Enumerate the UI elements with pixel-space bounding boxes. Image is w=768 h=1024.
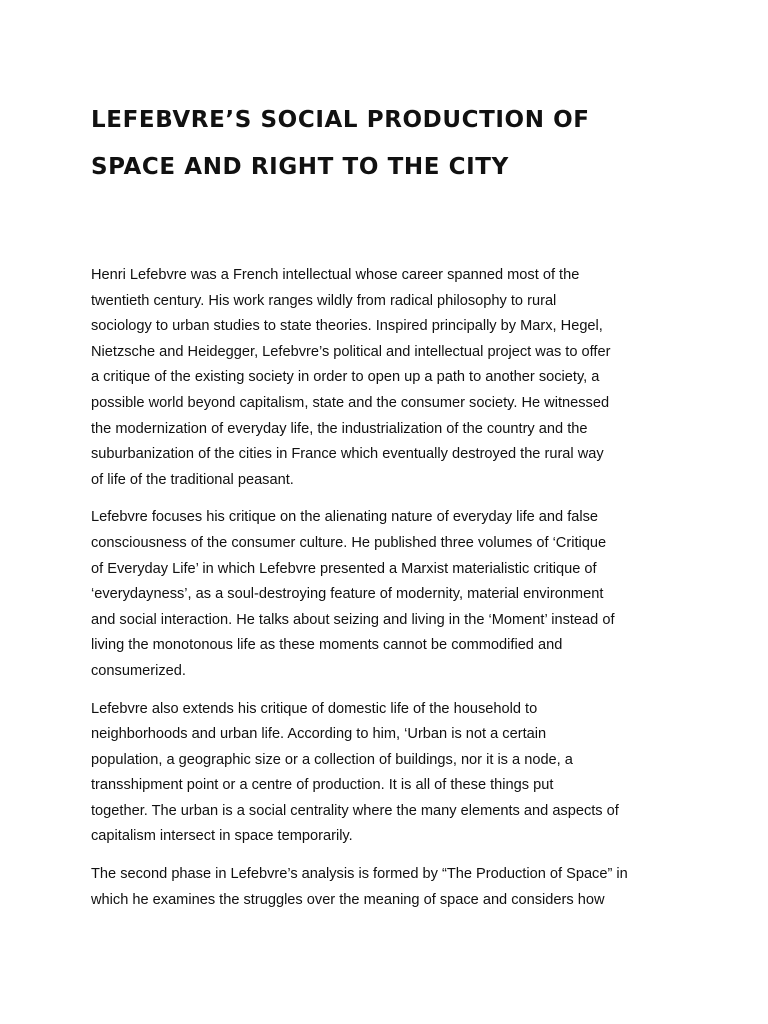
text-line: Lefebvre also extends his critique of domestic life of the household to <box>91 700 538 717</box>
text-line: Lefebvre focuses his critique on the alienating nature of everyday life and false <box>91 509 599 526</box>
text-line: of Everyday Life’ in which Lefebvre presented a Marxist materialistic critique of <box>91 560 597 577</box>
text-line: Nietzsche and Heidegger, Lefebvre’s political and intellectual project was to offer <box>91 343 611 360</box>
document-title <box>91 97 731 191</box>
text-line: of life of the traditional peasant. <box>91 471 294 488</box>
text-line: sociology to urban studies to state theories. Inspired principally by Marx, Hegel, <box>91 318 603 335</box>
text-line: suburbanization of the cities in France which eventually destroyed the rural way <box>91 446 604 463</box>
paragraph-3 <box>91 697 691 851</box>
text-line: consciousness of the consumer culture. He published three volumes of ‘Critique <box>91 534 607 551</box>
text-line: a critique of the existing society in order to open up a path to another society, a <box>91 369 600 386</box>
text-line: transshipment point or a centre of production. It is all of these things put <box>91 777 554 794</box>
paragraph-4 <box>91 862 691 913</box>
text-line: consumerized. <box>91 662 186 679</box>
text-line: neighborhoods and urban life. According to him, ‘Urban is not a certain <box>91 726 547 743</box>
document-body <box>91 263 691 925</box>
title-line: SPACE AND RIGHT TO THE CITY <box>91 154 509 180</box>
text-line: living the monotonous life as these moments cannot be commodified and <box>91 637 563 654</box>
paragraph-1 <box>91 263 691 493</box>
text-line: and social interaction. He talks about seizing and living in the ‘Moment’ instead of <box>91 611 615 628</box>
text-line: which he examines the struggles over the meaning of space and considers how <box>91 891 605 908</box>
text-line: twentieth century. His work ranges wildly from radical philosophy to rural <box>91 292 557 309</box>
text-line: together. The urban is a social centrality where the many elements and aspects of <box>91 802 619 819</box>
title-line: LEFEBVRE’S SOCIAL PRODUCTION OF <box>91 107 590 133</box>
text-line: ‘everydayness’, as a soul-destroying feature of modernity, material environment <box>91 586 604 603</box>
text-line: Henri Lefebvre was a French intellectual whose career spanned most of the <box>91 267 580 283</box>
text-line: population, a geographic size or a collection of buildings, nor it is a node, a <box>91 751 573 768</box>
text-line: capitalism intersect in space temporarily. <box>91 828 353 845</box>
text-line: the modernization of everyday life, the industrialization of the country and the <box>91 420 588 437</box>
text-line: The second phase in Lefebvre’s analysis is formed by “The Production of Space” in <box>91 866 628 883</box>
paragraph-2 <box>91 505 691 684</box>
text-line: possible world beyond capitalism, state and the consumer society. He witnessed <box>91 394 610 411</box>
